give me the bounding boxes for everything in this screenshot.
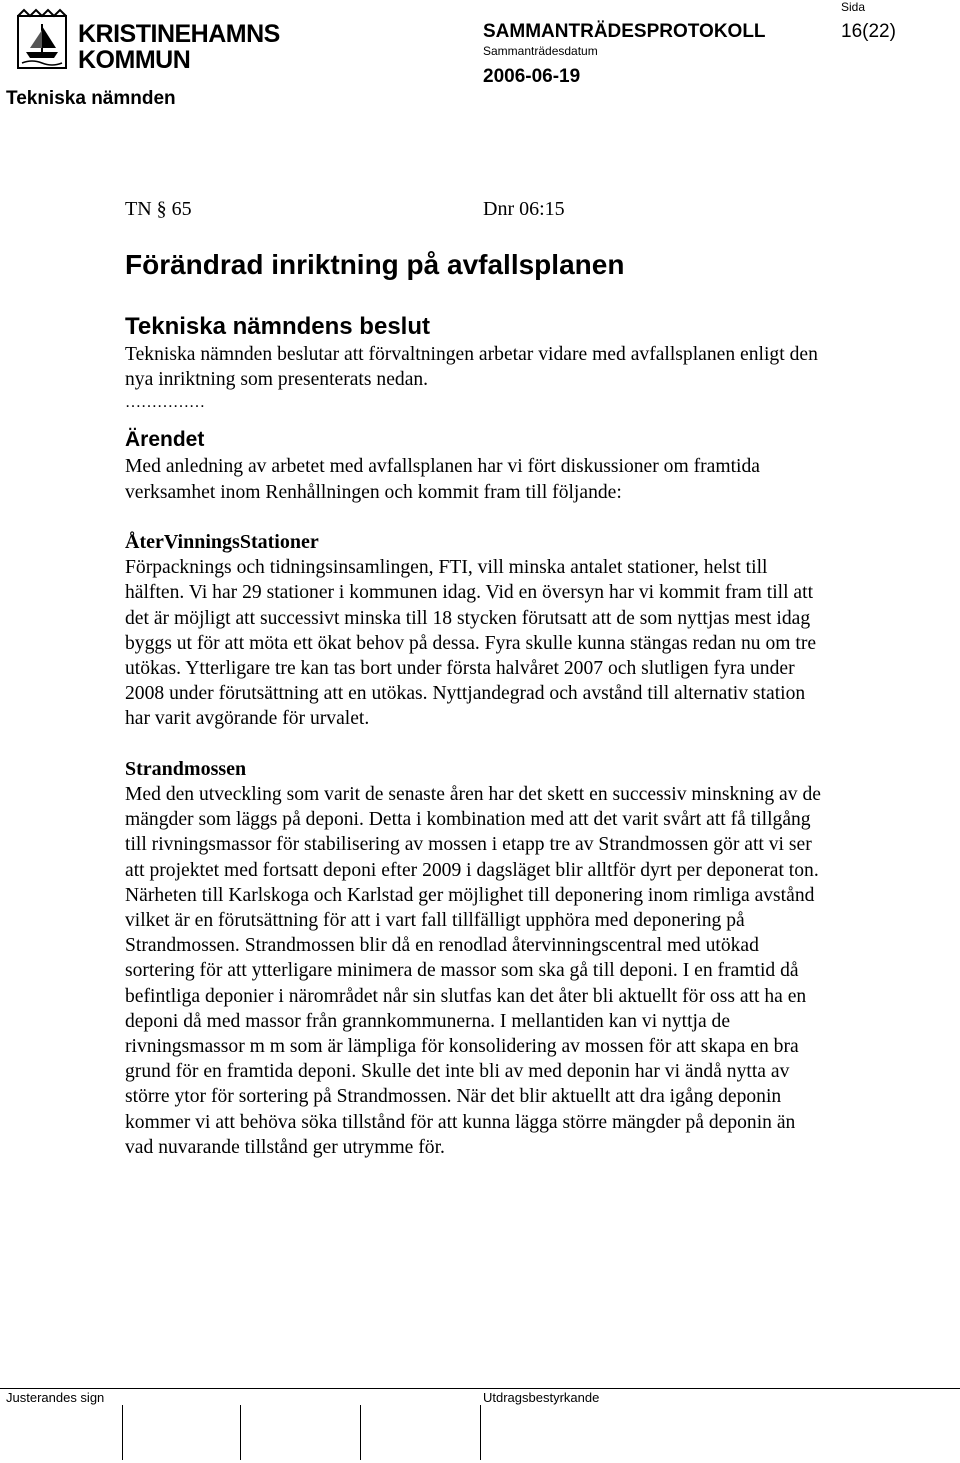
document-type: SAMMANTRÄDESPROTOKOLL — [483, 21, 766, 42]
signature-box-divider — [360, 1405, 361, 1460]
page-label: Sida — [841, 0, 866, 14]
matter-heading: Ärendet — [125, 428, 205, 452]
meeting-date-label: Sammanträdesdatum — [483, 44, 598, 58]
separator-dots: …………… — [125, 394, 205, 412]
page-number: 16(22) — [841, 21, 896, 42]
signature-box-divider — [122, 1405, 123, 1460]
section-text-strandmossen: Med den utveckling som varit de senaste åren har det skett en successiv minskning av de mängder som läggs på deponi. Detta i kombination med att det varit svårt att få tillgång till rivningsmassor för stabilisering av mossen i etapp tre av Strandmossen gör att vi ser att projektet med fortsatt deponi efter 2009 i dagsläget blir alltför dyrt per deponerat ton. Närheten till Karlskoga och Karlstad ger möjlighet till deponering inom rimliga avstånd vilket är en förutsättning för att i vart fall tillfälligt upphöra med deponering på Strandmossen. Strandmossen blir då en renodlad återvinningscentral med utökad sortering för att ytterligare minimera de massor som ska gå till deponi. I en framtid då befintliga deponier i närområdet når sin slutfas kan det åter bli aktuellt för oss att ha en deponi då med massor från grannkommunerna. I mellantiden kan vi nyttja de rivningsmassor m m som är lämpliga för konsolidering av mossen för att skapa en bra grund för en framtida deponi. Skulle det inte bli av med deponin har vi ändå nytta av större ytor för sortering på Strandmossen. När det blir aktuellt att dra igång deponin kommer vi att behöva söka tillstånd för att kunna lägga större mängder på deponin än vad nuvarande tillstånd ger utrymme för. — [125, 784, 821, 1158]
protocol-body — [125, 198, 825, 1160]
section-text-recycling-stations: Förpacknings och tidningsinsamlingen, FTI, vill minska antalet stationer, helst till hälften. Vi har 29 stationer i kommunen idag. Vid en översyn har vi kommit fram till att det är möjligt att successivt minska till 18 stycken förutsatt att de som nyttjas mest idag byggs ut för att möta ett ökat behov på dessa. Fyra skulle kunna stängas redan nu om tre utökas. Ytterligare tre kan tas bort under första halvåret 2007 och slutligen fyra under 2008 under förutsättning att en utökas. Nyttjandegrad och avstånd till alternativ station har varit avgörande för urvalet. — [125, 557, 817, 730]
paragraph-number: TN § 65 — [125, 198, 192, 220]
case-title: Förändrad inriktning på avfallsplanen — [125, 249, 625, 280]
committee-name: Tekniska nämnden — [6, 88, 176, 109]
section-heading-recycling-stations: ÅterVinningsStationer — [125, 531, 319, 553]
signature-label: Justerandes sign — [6, 1390, 105, 1405]
footer-divider — [0, 1388, 960, 1389]
decision-text: Tekniska nämnden beslutar att förvaltningen arbetar vidare med avfallsplanen enligt den nya inriktning som presenterats nedan. — [125, 344, 818, 391]
matter-intro: Med anledning av arbetet med avfallsplanen har vi fört diskussioner om framtida verksamhet inom Renhållningen och kommit fram till följande: — [125, 456, 760, 503]
org-name-line2: KOMMUN — [78, 46, 191, 74]
extract-certification-label: Utdragsbestyrkande — [483, 1390, 600, 1405]
signature-box-divider — [480, 1405, 481, 1460]
signature-box-divider — [240, 1405, 241, 1460]
org-name-line1: KRISTINEHAMNS — [78, 20, 280, 48]
meeting-date: 2006-06-19 — [483, 66, 581, 87]
municipal-coat-of-arms-icon — [14, 8, 70, 78]
section-heading-strandmossen: Strandmossen — [125, 757, 247, 780]
decision-heading: Tekniska nämndens beslut — [125, 313, 430, 340]
case-reference — [125, 198, 825, 228]
diary-number: Dnr 06:15 — [483, 198, 565, 220]
